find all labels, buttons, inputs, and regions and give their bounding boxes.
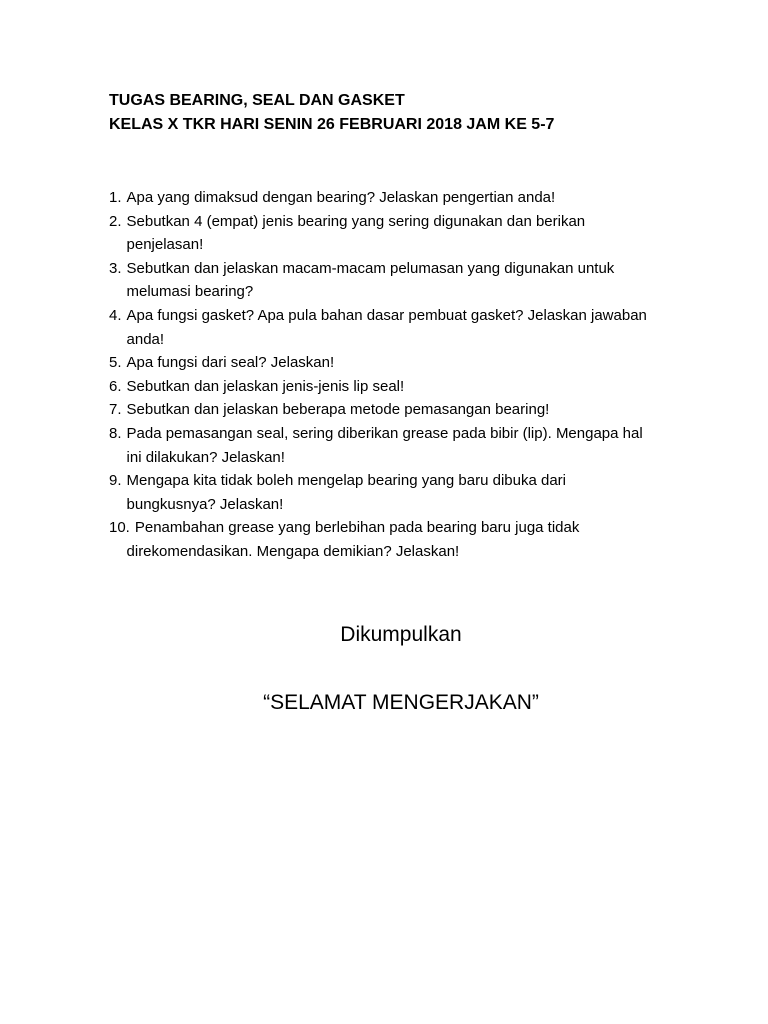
question-text [122,398,709,422]
question-item [109,304,709,351]
question-item [109,351,709,375]
question-line: Apa yang dimaksud dengan bearing? Jelaskan pengertian anda! [126,189,556,206]
question-number: 3. [109,259,122,277]
question-number: 7. [109,401,122,419]
question-line: direkomendasikan. Mengapa demikian? Jelaskan! [126,542,460,560]
question-item [109,516,709,563]
question-text [122,422,709,469]
closing-greeting: “SELAMAT MENGERJAKAN” [263,691,539,714]
question-line: anda! [126,330,165,348]
question-line: Penambahan grease yang berlebihan pada bearing baru juga tidak [134,519,580,537]
question-item [109,398,709,422]
question-line: Sebutkan dan jelaskan macam-macam pelumasan yang digunakan untuk [126,259,615,277]
question-line: Sebutkan dan jelaskan jenis-jenis lip seal! [126,377,405,395]
collect-label: Dikumpulkan [340,623,462,646]
question-text [122,210,709,257]
question-line: Apa fungsi gasket? Apa pula bahan dasar pembuat gasket? Jelaskan jawaban [126,306,647,324]
question-number: 10. [109,519,130,537]
class-schedule-line: KELAS X TKR HARI SENIN 26 FEBRUARI 2018 JAM KE 5-7 [109,116,555,133]
question-item [109,186,709,210]
question-text [126,516,709,563]
assignment-title: TUGAS BEARING, SEAL DAN GASKET [109,92,405,109]
question-item [109,210,709,257]
question-text [122,351,709,375]
question-line: penjelasan! [126,236,204,254]
question-list [109,186,709,564]
question-text [122,304,709,351]
question-item [109,375,709,399]
question-text [122,375,709,399]
question-text [122,186,709,210]
question-line: Sebutkan dan jelaskan beberapa metode pemasangan bearing! [126,401,550,419]
assignment-heading [109,89,729,137]
question-number: 5. [109,354,122,372]
question-line: Mengapa kita tidak boleh mengelap bearing yang baru dibuka dari [126,472,566,490]
question-number: 2. [109,212,122,230]
question-line: bungkusnya? Jelaskan! [126,495,284,513]
question-line: Apa fungsi dari seal? Jelaskan! [126,354,335,372]
question-line: ini dilakukan? Jelaskan! [126,448,285,466]
question-item [109,422,709,469]
question-text [122,257,709,304]
question-line: Sebutkan 4 (empat) jenis bearing yang sering digunakan dan berikan [126,212,586,230]
question-number: 1. [109,189,122,206]
question-line: Pada pemasangan seal, sering diberikan grease pada bibir (lip). Mengapa hal [126,424,643,442]
question-item [109,257,709,304]
question-line: melumasi bearing? [126,283,254,301]
question-number: 8. [109,424,122,442]
question-item [109,469,709,516]
question-number: 9. [109,472,122,490]
question-text [122,469,709,516]
question-number: 6. [109,377,122,395]
question-number: 4. [109,306,122,324]
